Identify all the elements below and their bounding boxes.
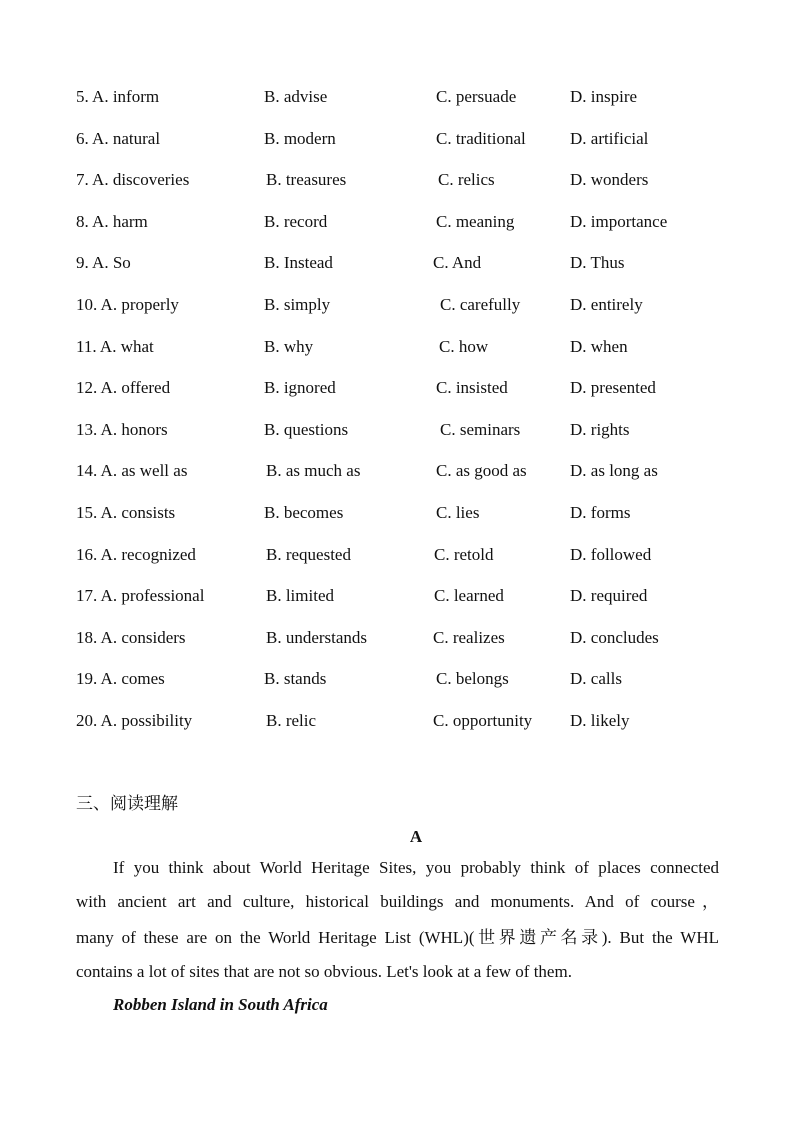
option-b: B. as much as (266, 461, 361, 480)
section-subheading: Robben Island in South Africa (113, 995, 328, 1014)
paragraph-line: contains a lot of sites that are not so obvious. Let's look at a few of them. (76, 962, 572, 981)
option-d: D. entirely (570, 295, 643, 314)
question-row (0, 584, 794, 608)
option-a: 8. A. harm (76, 212, 148, 231)
option-b: B. simply (264, 295, 331, 314)
question-row (0, 543, 794, 567)
option-a: 5. A. inform (76, 87, 160, 106)
option-a: 9. A. So (76, 253, 131, 272)
option-d: D. wonders (570, 170, 649, 189)
option-a: 14. A. as well as (76, 461, 188, 480)
option-c: C. retold (434, 545, 494, 564)
option-d: D. Thus (570, 253, 625, 272)
paragraph-line: with ancient art and culture, historical buildings and monuments. And of course， (76, 892, 719, 911)
section-title: 三、阅读理解 (76, 794, 178, 814)
option-c: C. opportunity (433, 711, 533, 730)
option-a: 17. A. professional (76, 586, 205, 605)
option-d: D. likely (570, 711, 630, 730)
question-row (0, 293, 794, 317)
option-b: B. advise (264, 87, 328, 106)
option-d: D. required (570, 586, 648, 605)
option-d: D. as long as (570, 461, 658, 480)
question-row (0, 376, 794, 400)
option-d: D. importance (570, 212, 668, 231)
option-c: C. meaning (436, 212, 515, 231)
option-a: 15. A. consists (76, 503, 176, 522)
option-c: C. insisted (436, 378, 508, 397)
option-b: B. questions (264, 420, 349, 439)
option-a: 19. A. comes (76, 669, 165, 688)
option-b: B. understands (266, 628, 368, 647)
option-b: B. record (264, 212, 328, 231)
option-c: C. relics (438, 170, 495, 189)
question-row (0, 626, 794, 650)
option-d: D. inspire (570, 87, 638, 106)
option-b: B. Instead (264, 253, 333, 272)
option-d: D. rights (570, 420, 630, 439)
option-b: B. ignored (264, 378, 336, 397)
question-row (0, 709, 794, 733)
option-c: C. learned (434, 586, 504, 605)
option-c: C. carefully (440, 295, 521, 314)
question-row (0, 459, 794, 483)
option-b: B. requested (266, 545, 351, 564)
option-b: B. stands (264, 669, 327, 688)
option-c: C. realizes (433, 628, 505, 647)
question-row (0, 667, 794, 691)
passage-label: A (409, 827, 423, 846)
option-a: 13. A. honors (76, 420, 168, 439)
option-a: 10. A. properly (76, 295, 179, 314)
option-a: 6. A. natural (76, 129, 161, 148)
option-b: B. relic (266, 711, 317, 730)
option-c: C. belongs (436, 669, 509, 688)
option-c: C. And (433, 253, 482, 272)
option-d: D. forms (570, 503, 631, 522)
option-a: 12. A. offered (76, 378, 171, 397)
option-c: C. lies (436, 503, 480, 522)
paragraph-line: many of these are on the World Heritage List (WHL)(世界遗产名录). But the WHL (76, 928, 719, 947)
option-a: 20. A. possibility (76, 711, 193, 730)
option-b: B. why (264, 337, 314, 356)
option-c: C. how (439, 337, 489, 356)
option-a: 7. A. discoveries (76, 170, 190, 189)
option-c: C. seminars (440, 420, 521, 439)
option-c: C. traditional (436, 129, 526, 148)
question-row (0, 501, 794, 525)
option-d: D. presented (570, 378, 656, 397)
question-row (0, 127, 794, 151)
option-c: C. as good as (436, 461, 527, 480)
option-d: D. concludes (570, 628, 659, 647)
option-d: D. artificial (570, 129, 649, 148)
option-b: B. treasures (266, 170, 347, 189)
option-c: C. persuade (436, 87, 517, 106)
option-a: 11. A. what (76, 337, 154, 356)
question-row (0, 251, 794, 275)
option-a: 16. A. recognized (76, 545, 196, 564)
question-row (0, 335, 794, 359)
option-d: D. calls (570, 669, 622, 688)
option-b: B. limited (266, 586, 334, 605)
paragraph-line: If you think about World Heritage Sites, you probably think of places connected (113, 858, 719, 877)
option-d: D. followed (570, 545, 652, 564)
option-d: D. when (570, 337, 628, 356)
option-b: B. modern (264, 129, 336, 148)
question-row (0, 85, 794, 109)
question-row (0, 210, 794, 234)
question-row (0, 418, 794, 442)
option-b: B. becomes (264, 503, 344, 522)
question-row (0, 168, 794, 192)
option-a: 18. A. considers (76, 628, 186, 647)
